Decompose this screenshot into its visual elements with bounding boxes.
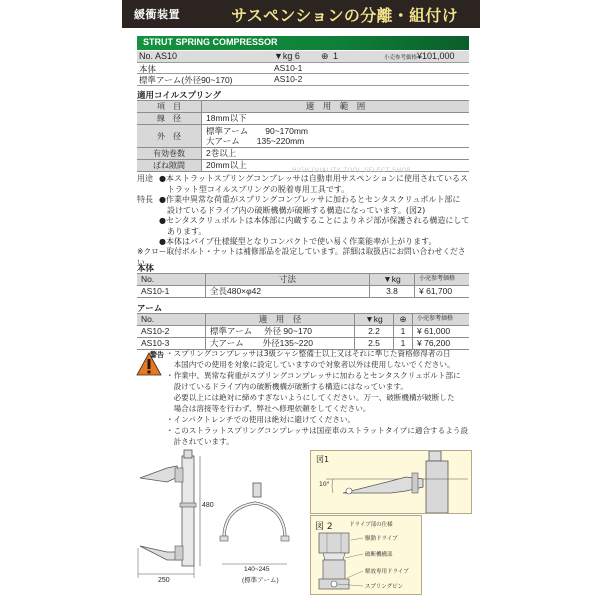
spec-value: 2巻以上 [202,148,470,160]
part-label: スプリングピン [365,584,404,590]
text-line: 本国内での使用を対象に設定していますので対象者以外は使用しないでください。 [166,360,455,369]
spec-item: 有効巻数 [137,148,202,160]
feature-label: 特長 [137,195,153,204]
arm-type: 標準アーム [210,326,253,336]
spec-item: ばね隙間 [137,160,202,172]
text-line: ●作業中異常な荷重がスプリングコンプレッサに加わるとセンタスクリュボルト部に [159,195,461,204]
text-line: ●センタスクリュボルトは本体部に内蔵することによりネジ部が保護される構造にして [159,216,470,225]
body-table [137,273,469,298]
arm-table [137,313,469,350]
use-label: 用途 [137,174,153,183]
header-cell: 適 用 範 囲 [202,101,470,113]
header-cell: No. [137,274,206,286]
cell-price: ¥ 76,200 [413,338,470,350]
cell-qty: 1 [394,338,413,350]
header-cell: 小売参考価格 [413,314,470,326]
component-row [137,63,469,74]
component-code: AS10-2 [274,74,303,84]
cell-kg: 2.5 [355,338,394,350]
header-bar [122,0,480,28]
component-code: AS10-1 [274,63,303,73]
cell-price: ¥ 61,700 [415,286,470,298]
coil-spec-table [137,100,469,172]
header-cell: 小売参考価格 [415,274,470,286]
arm-type: 大アーム [210,338,244,348]
cell-qty: 1 [394,326,413,338]
figure-1-drawing [311,451,471,513]
table-header-row [137,274,469,286]
figure-1 [310,450,472,514]
spec-value-line: 標準アーム 90~170mm [206,125,309,136]
arm-range: 外径135~220 [262,338,313,348]
cell-no: AS10-1 [137,286,206,298]
text-line: ●本体はパイプ仕様縦型となりコンパクトで使い易く作業能率が上がります。 [159,237,437,246]
part-label: 駆動ドライブ [365,536,398,542]
spec-item: 線 径 [137,113,202,125]
product-qty: 1 [333,51,339,61]
spec-value [202,125,470,148]
body-table-title: 本体 [137,264,155,274]
figure-1-label: 図1 [316,455,330,464]
arm-range: 外径 90~170 [264,326,313,336]
width-dimension: 250 [158,577,170,584]
product-summary-row [137,51,469,63]
product-name: STRUT SPRING COMPRESSOR [143,37,278,47]
figure-2-label: 図 2 [315,522,333,532]
watermark: HIGH QUALITY TOOL SELECT SHOP [292,167,411,174]
component-row [137,74,469,86]
spec-value-line: 大アーム 135~220mm [206,136,305,146]
arm-dimension: 140~245 [244,566,270,573]
figure-1-angle: 10° [319,481,330,488]
header-cell: ▼kg [370,274,415,286]
category-label: 緩衝装置 [134,8,180,21]
note-text: ※クロー取付ボルト・ナットは補修部品を設定しています。詳細は取扱店にお問い合わせください。 [137,247,466,267]
header-cell: No. [137,314,206,326]
spec-value: 18mm以下 [202,113,470,125]
feature-text [159,195,469,248]
box-icon: ⊕ [321,51,329,61]
text-line: トラット型コイルスプリングの脱着専用工具です。 [159,184,350,194]
spec-item: 外 径 [137,125,202,148]
warning-text [166,348,476,447]
part-label: 破断機構部 [365,552,393,558]
table-row [137,326,469,338]
text-line: ・インパクトレンチでの使用は絶対に避けてください。 [166,415,356,424]
cell-no: AS10-3 [137,338,206,350]
cell-range [206,326,355,338]
arm-table-title: アーム [137,304,163,314]
text-line: 必要以上には絶対に締めすぎないようにしてください。万一、破断機構が破断した [166,393,455,402]
product-name-banner [137,36,469,50]
cell-kg: 2.2 [355,326,394,338]
text-line: 場合は溶接等を行わず、弊社へ修理依頼をしてください。 [166,404,371,413]
text-line: ・スプリングコンプレッサは3級シャシ整備士以上又はそれに準じた資格修得者の日 [166,349,451,358]
text-line: 設けているドライブ内の破断機構が破断する構造にはなっています。 [166,382,408,391]
text-line: ・作業中、異常な荷重がスプリングコンプレッサに加わるとセンタスクリュボルト部に [166,371,461,380]
text-line: ・このストラットスプリングコンプレッサは国産車のストラットタイプに適合するよう設 [166,426,468,435]
product-number: No. AS10 [139,51,178,61]
description [137,174,472,267]
height-dimension: 480 [202,502,214,509]
text-line: 設けているドライブ内の破断機構が破断する構造になっています。(図2) [159,205,426,215]
cell-price: ¥ 61,000 [413,326,470,338]
coil-spec-title: 適用コイルスプリング [137,91,221,101]
product-weight: ▼kg 6 [274,51,300,61]
header-cell: 項 目 [137,101,202,113]
use-text [159,174,468,195]
figure-2 [310,515,422,595]
product-price: ¥101,000 [417,51,455,61]
table-row [137,113,469,125]
cell-size: 全長480×φ42 [206,286,370,298]
table-header-row [137,314,469,326]
table-header-row [137,101,469,113]
text-line: 計されています。 [166,437,234,446]
spec-value: 20mm以上 [202,160,470,172]
header-cell: 寸法 [206,274,370,286]
figure-2-subtitle: ドライブ部の仕様 [349,522,393,528]
arm-note: (標準アーム) [242,577,279,584]
header-cell: ▼kg [355,314,394,326]
cell-no: AS10-2 [137,326,206,338]
header-cell: 適 用 径 [206,314,355,326]
table-row [137,286,469,298]
table-row [137,148,469,160]
text-line: あります。 [159,226,207,236]
component-label: 本体 [139,64,157,74]
cell-kg: 3.8 [370,286,415,298]
component-label: 標準アーム(外径90~170) [139,75,233,85]
text-line: ●本ストラットスプリングコンプレッサは自動車用サスペンションに使用されているス [159,174,469,183]
catalog-page [122,0,480,600]
box-icon: ⊕ [394,314,413,326]
part-label: 解放専用ドライブ [365,569,409,575]
price-label: 小売参考価格 [384,55,418,61]
page-title: サスペンションの分離・組付け [231,6,458,25]
warning-label: 警告 [150,351,164,359]
table-row [137,125,469,148]
